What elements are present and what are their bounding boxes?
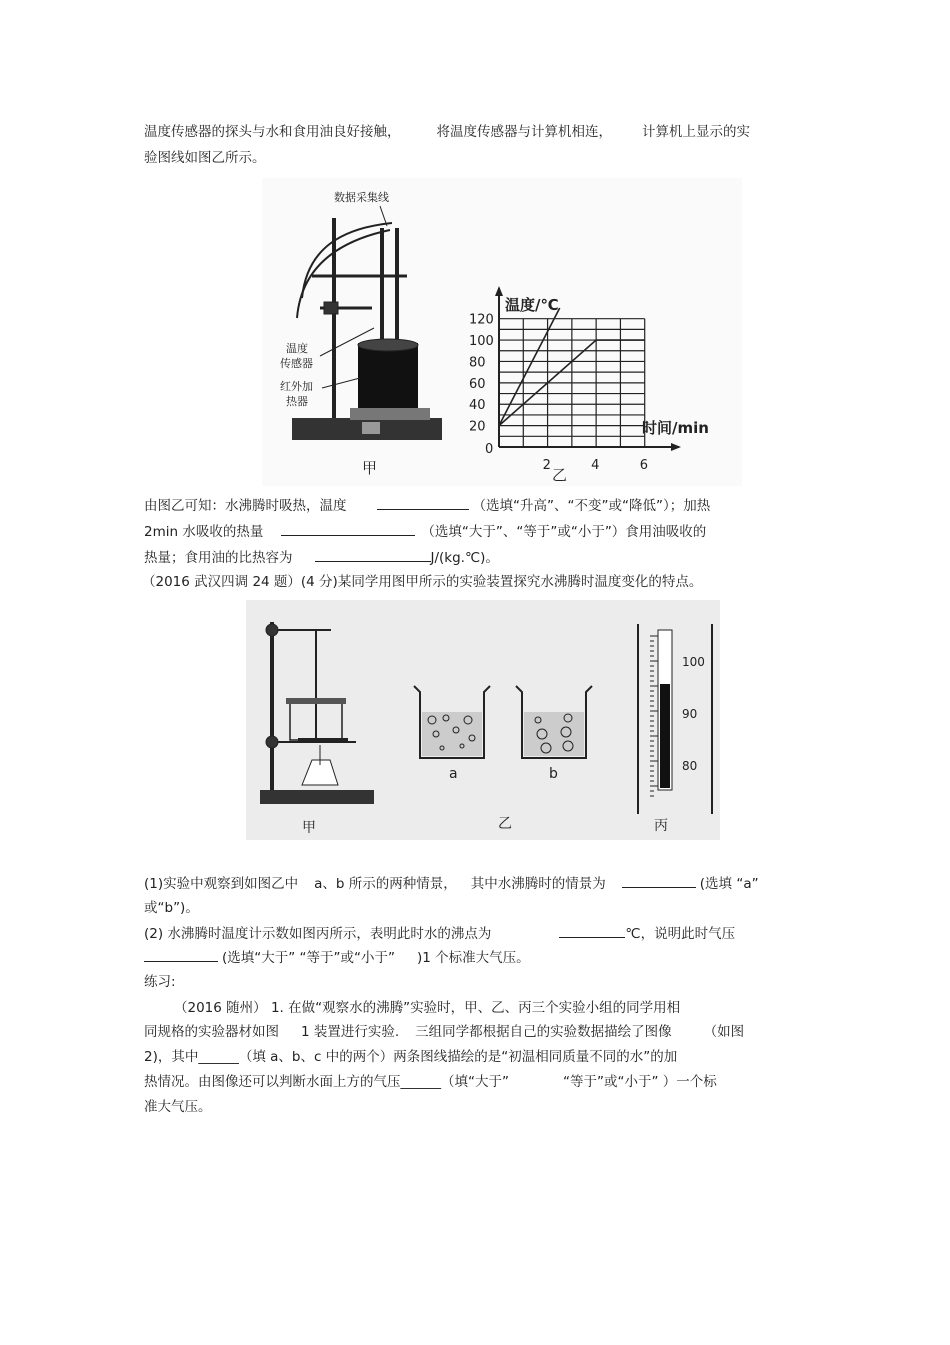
caption-jia-2: 甲: [302, 820, 316, 836]
practice-line-5: 准大气压。: [144, 1099, 212, 1115]
practice-line-2: [144, 1020, 744, 1040]
q1-blank-heat[interactable]: [281, 521, 415, 536]
intro-text-a: 温度传感器的探头与水和食用油良好接触，: [144, 124, 401, 140]
q2-line-2: 或“b”)。: [144, 900, 199, 916]
q1-text-2b: （选填“大于”、“等于”或“小于”）食用油吸收的: [421, 524, 707, 540]
practice-text-4a: 热情况。由图像还可以判断水面上方的气压______（填“大于”: [144, 1074, 509, 1090]
x-tick-label: 4: [591, 458, 600, 473]
y-tick-label: 20: [469, 419, 486, 435]
label-sensor-1: 温度: [286, 342, 308, 355]
q2-text-1b: a、b 所示的两种情景，: [314, 876, 457, 892]
figure-1: [262, 178, 742, 486]
q2-text-2d: )1 个标准大气压。: [417, 950, 530, 966]
q1-text-1b: （选填“升高”、“不变”或“降低”）；加热: [472, 498, 711, 514]
q1-text-1a: 由图乙可知：水沸腾时吸热，温度: [144, 498, 347, 514]
q1-line-3: [144, 546, 499, 566]
practice-text-2c: 三组同学都根据自己的实验数据描绘了图像: [415, 1024, 672, 1040]
label-b: b: [549, 766, 558, 782]
intro-line-1: [144, 120, 750, 140]
figure-1-svg: [262, 178, 742, 486]
practice-line-3: 2)，其中______（填 a、b、c 中的两个）两条图线描绘的是“初温相同质量不同的水”的加: [144, 1049, 678, 1065]
chart-y-axis-label: 温度/℃: [505, 296, 559, 314]
q2-line-4: [144, 946, 530, 966]
y-tick-label: 80: [469, 355, 486, 371]
q2-text-2b: ℃，说明此时气压: [625, 926, 736, 942]
q1-blank-temperature[interactable]: [377, 495, 469, 510]
x-tick-label: 6: [639, 458, 648, 473]
temperature-time-chart: [469, 286, 681, 473]
intro-line-2: 验图线如图乙所示。: [144, 150, 266, 166]
q1-blank-specific-heat[interactable]: [315, 547, 431, 562]
series-line-1: [499, 308, 560, 426]
label-cable: 数据采集线: [334, 191, 389, 204]
q2-line-1: [144, 872, 759, 892]
thermometer: [638, 624, 712, 814]
q2-text-1a: (1)实验中观察到如图乙中: [144, 876, 299, 892]
practice-text-2a: 同规格的实验器材如图: [144, 1024, 279, 1040]
figure-2-svg: [246, 600, 720, 840]
practice-line-4: [144, 1070, 717, 1090]
y-tick-label: 40: [469, 398, 486, 414]
y-tick-label: 100: [469, 334, 494, 350]
q1-line-1: [144, 494, 710, 514]
caption-jia-1: 甲: [362, 459, 378, 477]
practice-text-4b: “等于”或“小于” ）一个标: [563, 1074, 717, 1090]
q2-line-3: [144, 922, 735, 942]
caption-yi-1: 乙: [552, 466, 568, 484]
q1-text-3b: J/(kg.℃)。: [430, 550, 499, 566]
practice-line-1: （2016 随州） 1. 在做“观察水的沸腾”实验时，甲、乙、丙三个实验小组的同学用相: [174, 1000, 681, 1016]
label-a: a: [449, 766, 458, 782]
x-tick-label: 2: [542, 458, 551, 473]
apparatus-drawing: [292, 206, 442, 440]
intro-text-c: 计算机上显示的实: [642, 124, 750, 140]
q1-text-2a: 2min 水吸收的热量: [144, 524, 264, 540]
stand-drawing: [260, 622, 374, 804]
practice-text-2b: 1 装置进行实验.: [301, 1024, 400, 1040]
y-tick-label: 60: [469, 376, 486, 392]
q2-text-1c: 其中水沸腾时的情景为: [470, 876, 606, 892]
beaker-b: [516, 686, 592, 758]
figure-2: [246, 600, 720, 840]
caption-bing: 丙: [654, 818, 668, 834]
x-axis-arrow: [671, 443, 681, 451]
q1-text-3a: 热量；食用油的比热容为: [144, 550, 293, 566]
intro-text-b: 将温度传感器与计算机相连，: [436, 124, 612, 140]
q2-text-2a: (2) 水沸腾时温度计示数如图丙所示，表明此时水的沸点为: [144, 926, 492, 942]
q2-text-1d: (选填 “a”: [699, 876, 759, 892]
label-sensor-2: 传感器: [280, 357, 313, 370]
beaker-a: [414, 686, 490, 758]
q2-header: （2016 武汉四调 24 题）(4 分)某同学用图甲所示的实验装置探究水沸腾时温度变化的特点。: [142, 574, 703, 590]
chart-x-axis-label: 时间/min: [642, 419, 709, 437]
q2-text-2c: (选填“大于” “等于”或“小于”: [222, 950, 396, 966]
label-heater-1: 红外加: [280, 380, 313, 393]
therm-label-90: 90: [682, 707, 698, 721]
label-heater-2: 热器: [286, 395, 308, 408]
y-axis-arrow: [495, 286, 503, 296]
q2-blank-boiling-scene[interactable]: [622, 873, 696, 888]
therm-label-100: 100: [682, 655, 705, 669]
q1-line-2: [144, 520, 706, 540]
x-tick-label: 0: [485, 442, 494, 457]
y-tick-label: 120: [469, 312, 494, 328]
practice-text-2d: （如图: [703, 1024, 745, 1040]
therm-label-80: 80: [682, 759, 698, 773]
practice-title: 练习:: [144, 974, 176, 990]
caption-yi-2: 乙: [498, 816, 512, 832]
q2-blank-pressure[interactable]: [144, 947, 218, 962]
q2-blank-boiling-point[interactable]: [559, 923, 625, 938]
